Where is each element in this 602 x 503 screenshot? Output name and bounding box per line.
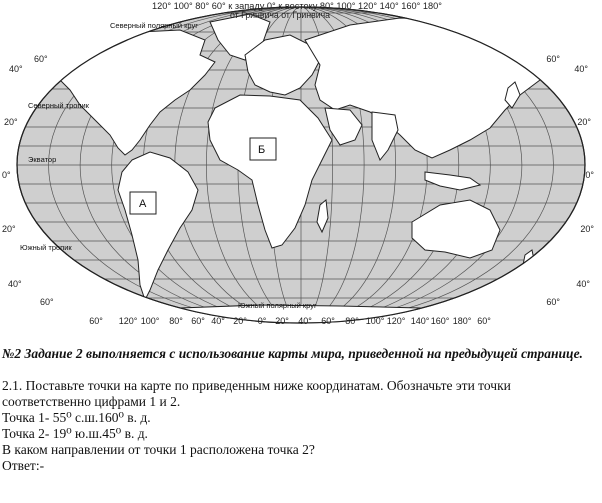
- task-question: В каком направлении от точки 1 расположена точка 2?: [2, 442, 315, 457]
- task-answer: Ответ:-: [2, 458, 45, 473]
- point-a-label: А: [139, 198, 147, 210]
- point-b-marker: [250, 138, 276, 160]
- label-south-tropic: Южный тропик: [20, 243, 72, 252]
- longitude-tick-bottom: 160°: [430, 316, 450, 326]
- longitude-tick-bottom: 100°: [140, 316, 160, 326]
- latitude-tick-left: 20°: [2, 224, 16, 234]
- latitude-tick-right: 60°: [546, 297, 560, 307]
- longitude-tick-bottom: 60°: [191, 316, 205, 326]
- top-greenwich-label: от Гринвича от Гринвича: [230, 10, 330, 20]
- latitude-tick-left: 0°: [2, 170, 11, 180]
- longitude-tick-bottom: 180°: [452, 316, 472, 326]
- point-a-marker: [130, 192, 156, 214]
- longitude-tick-bottom: 40°: [298, 316, 312, 326]
- task-text: [2, 346, 598, 474]
- longitude-tick-bottom: 0°: [257, 316, 267, 326]
- longitude-tick-bottom: 80°: [345, 316, 359, 326]
- longitude-tick-bottom: 120°: [386, 316, 406, 326]
- longitude-tick-bottom: 140°: [410, 316, 430, 326]
- latitude-tick-right: 20°: [580, 224, 594, 234]
- task-heading: №2 Задание 2 выполняется с использование карты мира, приведенной на предыдущей странице.: [2, 346, 583, 361]
- latitude-tick-left: 40°: [8, 279, 22, 289]
- longitude-tick-bottom: 40°: [211, 316, 225, 326]
- longitude-tick-bottom: 20°: [233, 316, 247, 326]
- longitude-tick-bottom: 60°: [477, 316, 491, 326]
- longitude-tick-bottom: 60°: [89, 316, 103, 326]
- latitude-tick-right: 20°: [577, 117, 591, 127]
- latitude-tick-left: 20°: [4, 117, 18, 127]
- task-instruction: 2.1. Поставьте точки на карте по приведенным ниже координатам. Обозначьте эти точки соответственно цифрами 1 и 2.: [2, 378, 511, 409]
- label-antarctic-circle: Южный полярный круг: [238, 301, 317, 310]
- label-north-tropic: Северный тропик: [28, 101, 89, 110]
- longitude-tick-bottom: 120°: [118, 316, 138, 326]
- label-equator: Экватор: [28, 155, 57, 164]
- latitude-tick-right: 60°: [546, 54, 560, 64]
- longitude-tick-bottom: 20°: [275, 316, 289, 326]
- longitude-tick-bottom: 100°: [365, 316, 385, 326]
- latitude-tick-left: 60°: [34, 54, 48, 64]
- task-point-2: Точка 2- 19⁰ ю.ш.45⁰ в. д.: [2, 426, 148, 441]
- latitude-tick-left: 40°: [9, 64, 23, 74]
- task-point-1: Точка 1- 55⁰ с.ш.160⁰ в. д.: [2, 410, 151, 425]
- point-b-label: Б: [258, 144, 266, 156]
- top-longitude-scale: 120° 100° 80° 60° к западу 0° к востоку 80° 100° 120° 140° 160° 180°: [152, 1, 443, 11]
- latitude-tick-right: 0°: [585, 170, 594, 180]
- latitude-tick-right: 40°: [574, 64, 588, 74]
- latitude-tick-left: 60°: [40, 297, 54, 307]
- longitude-tick-bottom: 80°: [169, 316, 183, 326]
- latitude-tick-right: 40°: [576, 279, 590, 289]
- longitude-tick-bottom: 60°: [321, 316, 335, 326]
- label-arctic-circle: Северный полярный круг: [110, 21, 198, 30]
